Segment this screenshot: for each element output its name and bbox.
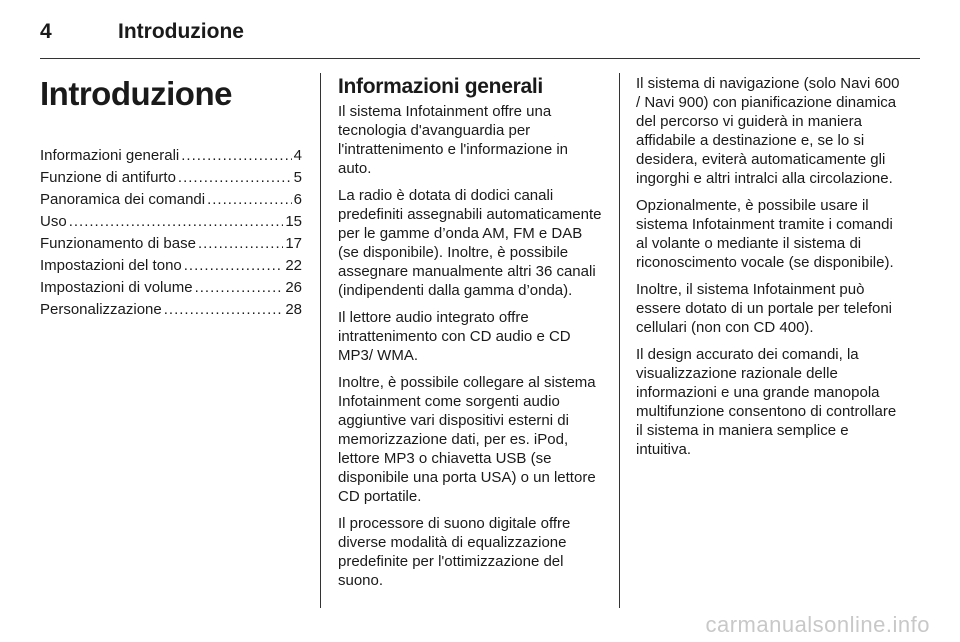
toc-item-title: Informazioni generali xyxy=(40,147,180,164)
toc-item-page: 17 xyxy=(285,235,302,252)
toc-item-page: 6 xyxy=(293,191,302,208)
toc-item-page: 15 xyxy=(285,213,302,230)
toc-item-title: Funzionamento di base xyxy=(40,235,196,252)
body-paragraph: Il processore di suono digitale offre diverse modalità di equalizzazione predefinite per l'ottimizzazione del suono. xyxy=(338,515,571,589)
body-paragraph: Il sistema Infotainment offre una tecnologia d'avanguardia per l'intrattenimento e l'informazione in auto. xyxy=(338,103,569,177)
toc-item[interactable] xyxy=(40,212,302,234)
watermark: carmanualsonline.info xyxy=(705,612,930,637)
toc-item[interactable] xyxy=(40,256,302,278)
toc-item[interactable] xyxy=(40,234,302,256)
body-column-2 xyxy=(636,74,902,467)
body-paragraph: Inoltre, è possibile collegare al sistema Infotainment come sorgenti audio aggiuntive vari dispositivi esterni di memorizzazione dati, per es. iPod, lettore MP3 o chiavetta USB (se disponibile una porta USA) o un lettore CD portatile. xyxy=(338,374,596,505)
toc-column xyxy=(40,74,302,322)
body-paragraph: Opzionalmente, è possibile usare il sistema Infotainment tramite i comandi al volante o mediante il sistema di riconoscimento vocale (se disponibile). xyxy=(636,197,894,271)
toc-item-page: 5 xyxy=(293,169,302,186)
toc-item[interactable] xyxy=(40,146,302,168)
toc-item-title: Uso xyxy=(40,213,67,230)
toc-item-page: 4 xyxy=(293,147,302,164)
toc-leader xyxy=(69,212,284,231)
toc-item[interactable] xyxy=(40,190,302,212)
toc-leader xyxy=(178,168,292,187)
toc-item-page: 26 xyxy=(285,279,302,296)
toc-item[interactable] xyxy=(40,278,302,300)
toc-item-title: Funzione di antifurto xyxy=(40,169,176,186)
toc-item[interactable] xyxy=(40,168,302,190)
body-paragraph: Inoltre, il sistema Infotainment può essere dotato di un portale per telefoni cellulari (non con CD 400). xyxy=(636,281,893,336)
toc-item-page: 28 xyxy=(285,301,302,318)
body-column-1 xyxy=(338,74,604,598)
column-divider-2 xyxy=(619,73,620,608)
toc-leader xyxy=(181,146,291,165)
body-paragraph: Il sistema di navigazione (solo Navi 600 / Navi 900) con pianificazione dinamica del percorso vi guiderà in maniera affidabile a destinazione e, se lo si desidera, eviterà automaticamente gli ingorghi e altri intralci alla circolazione. xyxy=(636,75,900,187)
table-of-contents xyxy=(40,146,302,322)
running-head: Introduzione xyxy=(118,20,244,43)
toc-leader xyxy=(184,256,284,275)
header-rule xyxy=(40,58,920,59)
body-paragraph: La radio è dotata di dodici canali predefiniti assegnabili automaticamente per le gamme d’onda AM, FM e DAB (se disponibile). Inoltre, è possibile assegnare manualmente altri 36 canali (indipendenti dalla gamma d’onda). xyxy=(338,187,602,299)
toc-leader xyxy=(195,278,284,297)
toc-item-title: Impostazioni di volume xyxy=(40,279,193,296)
toc-item[interactable] xyxy=(40,300,302,322)
toc-item-title: Panoramica dei comandi xyxy=(40,191,206,208)
toc-item-title: Impostazioni del tono xyxy=(40,257,182,274)
page-header xyxy=(40,18,920,50)
body-paragraph: Il design accurato dei comandi, la visualizzazione razionale delle informazioni e una grande manopola multifunzione consentono di controllare il sistema in maniera semplice e intuitiva. xyxy=(636,346,897,458)
section-title: Informazioni generali xyxy=(338,75,543,98)
toc-item-title: Personalizzazione xyxy=(40,301,162,318)
body-paragraph: Il lettore audio integrato offre intrattenimento con CD audio e CD MP3/ WMA. xyxy=(338,309,571,364)
toc-item-page: 22 xyxy=(285,257,302,274)
column-divider-1 xyxy=(320,73,321,608)
toc-leader xyxy=(198,234,283,253)
chapter-title: Introduzione xyxy=(40,75,232,112)
toc-leader xyxy=(164,300,284,319)
page-number: 4 xyxy=(40,20,52,43)
toc-leader xyxy=(207,190,292,209)
